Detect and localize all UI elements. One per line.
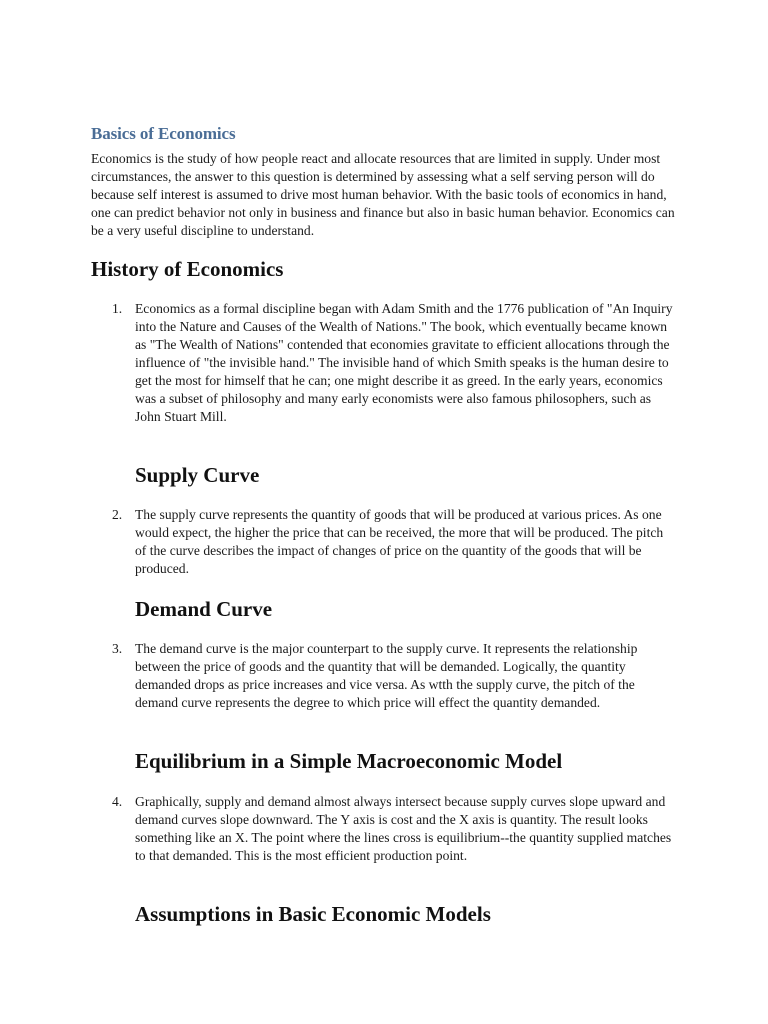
section-title: Basics of Economics bbox=[91, 124, 236, 143]
supply-curve-heading: Supply Curve bbox=[135, 463, 260, 487]
list-item-text: The supply curve represents the quantity of goods that will be produced at various prices. As one would expect, the higher the price that can be received, the more that will be produced. The pitch of the curve describes the impact of changes of price on the quantity of the goods that will be produced. bbox=[135, 507, 664, 576]
assumptions-heading: Assumptions in Basic Economic Models bbox=[135, 902, 491, 926]
list-item-number: 4. bbox=[112, 794, 123, 809]
list-item-number: 1. bbox=[112, 301, 123, 316]
list-item-text: The demand curve is the major counterpart to the supply curve. It represents the relationship between the price of goods and the quantity that will be demanded. Logically, the quantity demanded drops as price increases and vice versa. As wtth the supply curve, the pitch of the demand curve represents the degree to which price will effect the quantity demanded. bbox=[135, 641, 638, 710]
list-item-text: Economics as a formal discipline began with Adam Smith and the 1776 publication of "An Inquiry into the Nature and Causes of the Wealth of Nations." The book, which eventually became known as "The Wealth of Nations" contended that economies gravitate to efficient allocations through the influence of "the invisible hand." The invisible hand of which Smith speaks is the human desire to get the most for himself that he can; one might describe it as greed. In the early years, economics was a subset of philosophy and many early economists were also famous philosophers, such as John Stuart Mill. bbox=[135, 301, 673, 424]
equilibrium-heading: Equilibrium in a Simple Macroeconomic Model bbox=[135, 749, 563, 773]
intro-paragraph: Economics is the study of how people react and allocate resources that are limited in supply. Under most circumstances, the answer to this question is determined by assessing what a self serving person will do because self interest is assumed to drive most human behavior. With the basic tools of economics in hand, one can predict behavior not only in business and finance but also in basic human behavior. Economics can be a very useful discipline to understand. bbox=[91, 151, 675, 238]
list-item-number: 2. bbox=[112, 507, 123, 522]
list-item-number: 3. bbox=[112, 641, 123, 656]
demand-curve-heading: Demand Curve bbox=[135, 597, 273, 621]
list-item-text: Graphically, supply and demand almost always intersect because supply curves slope upward and demand curves slope downward. The Y axis is cost and the X axis is quantity. The result looks something like an X. The point where the lines cross is equilibrium--the quantity supplied matches to that demanded. This is the most efficient production point. bbox=[135, 794, 672, 863]
history-heading: History of Economics bbox=[91, 257, 284, 281]
